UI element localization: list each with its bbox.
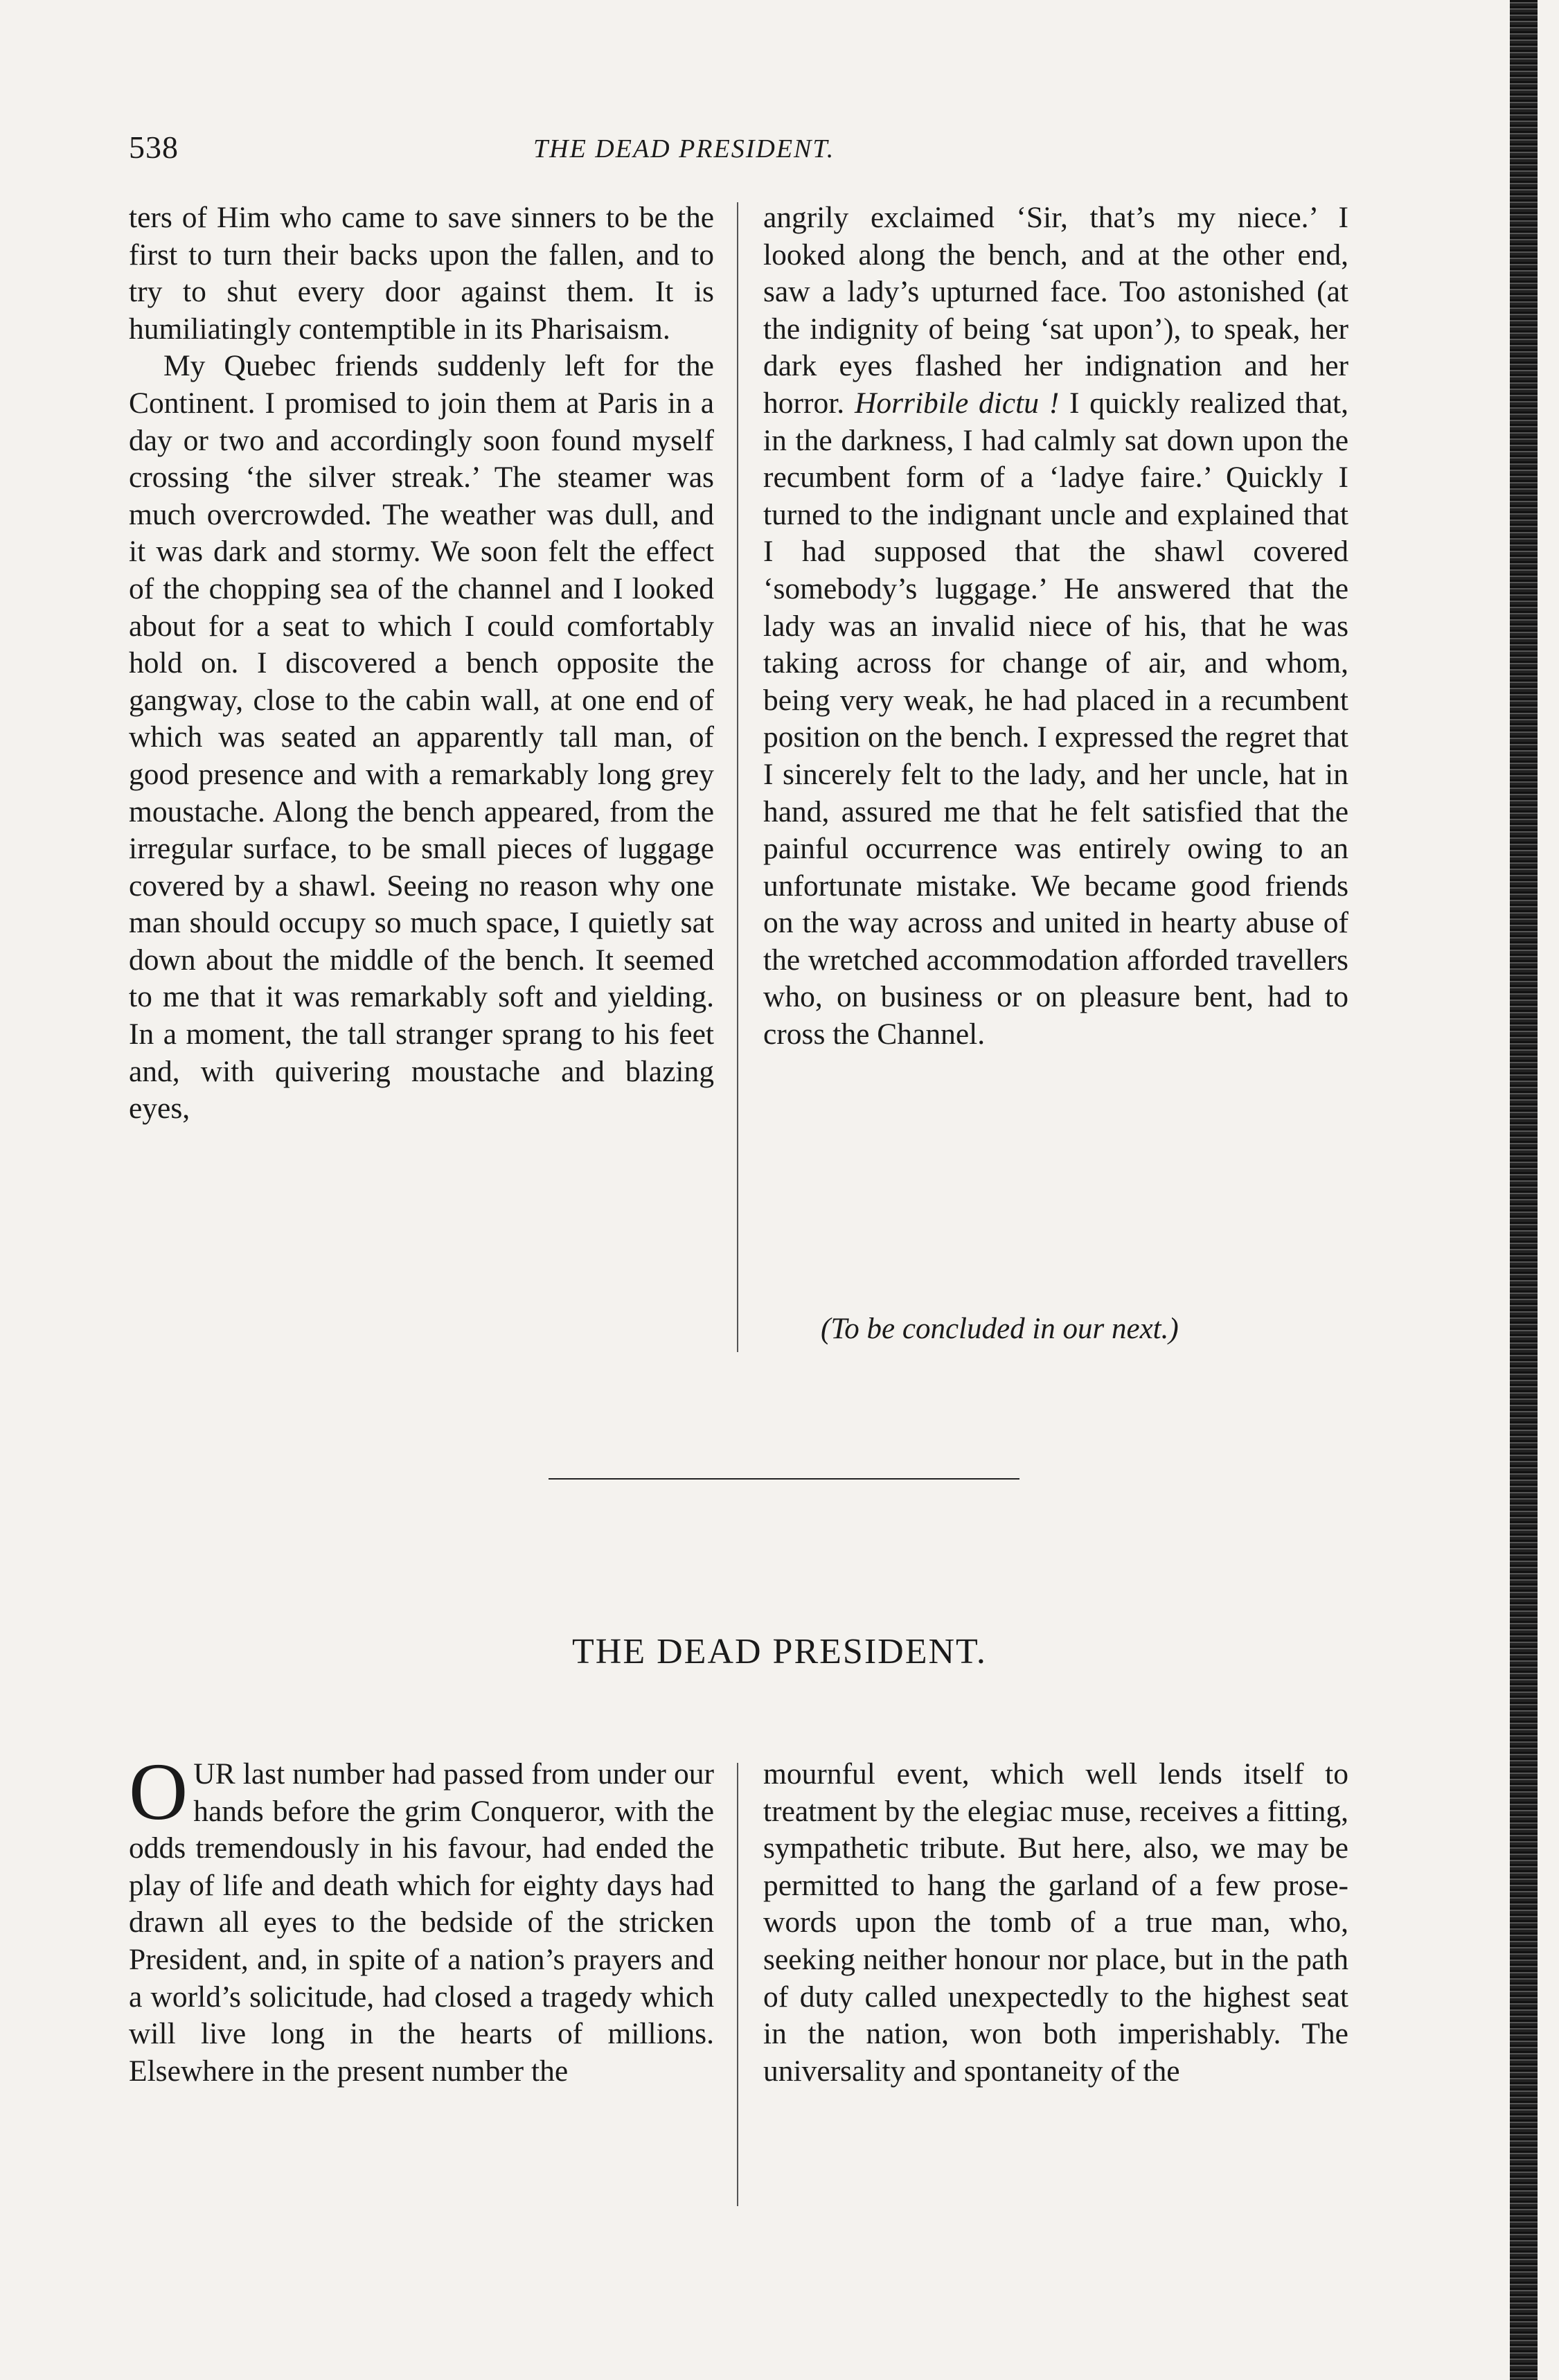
article-right-column (763, 1756, 1348, 2090)
paragraph (763, 199, 1348, 1054)
paragraph-text: I quickly realized that, in the darkness, I had calmly sat down upon the recumbent form of a ‘ladye faire.’ Quickly I turned to the indignant uncle and explained that I had supposed that the shawl covered ‘somebody’s luggage.’ He answered that the lady was an invalid niece of his, that he was taking across for change of air, and whom, being very weak, he had placed in a recumbent position on the bench. I expressed the regret that I sincerely felt to the lady, and her uncle, hat in hand, assured me that he felt satisfied that the painful occurrence was entirely owing to an unfortunate mistake. We became good friends on the way across and united in hearty abuse of the wretched accommodation afforded travellers who, on business or on pleasure bent, had to cross the Channel. (763, 386, 1348, 1051)
paragraph-text: UR last number had passed from under our hands before the grim Conqueror, with the odds tremendously in his favour, had ended the play of life and death which for eighty days had drawn all eyes to the bedside of the stricken President, and, in spite of a nation’s prayers and a world’s solicitude, had closed a tragedy which will live long in the hearts of millions. Elsewhere in the present number the (129, 1757, 714, 2088)
paragraph (129, 1746, 714, 2090)
column-rule (737, 1763, 738, 2206)
page-edge-border (1510, 0, 1538, 2380)
paragraph: ters of Him who came to save sinners to be the first to turn their backs upon the fallen, and to try to shut every door against them. It is humiliatingly contemptible in its Pharisaism. (129, 201, 714, 346)
article-left-column (129, 1746, 714, 2090)
drop-cap: O (129, 1746, 188, 1837)
italic-phrase: Horribile dictu ! (854, 386, 1060, 420)
paragraph: My Quebec friends suddenly left for the Continent. I promised to join them at Paris in a day or two and accordingly soon found myself crossing ‘the silver streak.’ The steamer was much overcrowded. The weather was dull, and it was dark and stormy. We soon felt the effect of the chopping sea of the channel and I looked about for a seat to which I could comfortably hold on. I discovered a bench opposite the gangway, close to the cabin wall, at one end of which was seated an apparently tall man, of good presence and with a remarkably long grey moustache. Along the bench appeared, from the irregular surface, to be small pieces of luggage covered by a shawl. Seeing no reason why one man should occupy so much space, I quietly sat down about the middle of the bench. It seemed to me that it was remarkably soft and yielding. In a moment, the tall stranger sprang to his feet and, with quivering moustache and blazing eyes, (129, 349, 714, 1126)
article-title: THE DEAD PRESIDENT. (572, 1632, 987, 1671)
paragraph: mournful event, which well lends itself to treatment by the elegiac muse, receives a fitting, sympathetic tribute. But here, also, we may be permitted to hang the garland of a few prose-words upon the tomb of a true man, who, seeking neither honour nor place, but in the path of duty called unexpectedly to the highest seat in the nation, won both imperishably. The universality and spontaneity of the (763, 1757, 1348, 2088)
paragraph-text: angrily exclaimed ‘Sir, that’s my niece.’ I looked along the bench, and at the other end, saw a lady’s upturned face. Too astonished (at the indignity of being ‘sat upon’), to speak, her dark eyes flashed her indignation and her horror. (763, 201, 1348, 420)
top-right-column (763, 199, 1348, 1054)
top-left-column (129, 199, 714, 1128)
continuation-note: (To be concluded in our next.) (821, 1313, 1179, 1345)
section-separator (549, 1478, 1019, 1480)
page-margin (1538, 0, 1559, 2380)
page-number: 538 (129, 130, 179, 165)
column-rule (737, 202, 738, 1352)
running-title: THE DEAD PRESIDENT. (533, 134, 835, 163)
